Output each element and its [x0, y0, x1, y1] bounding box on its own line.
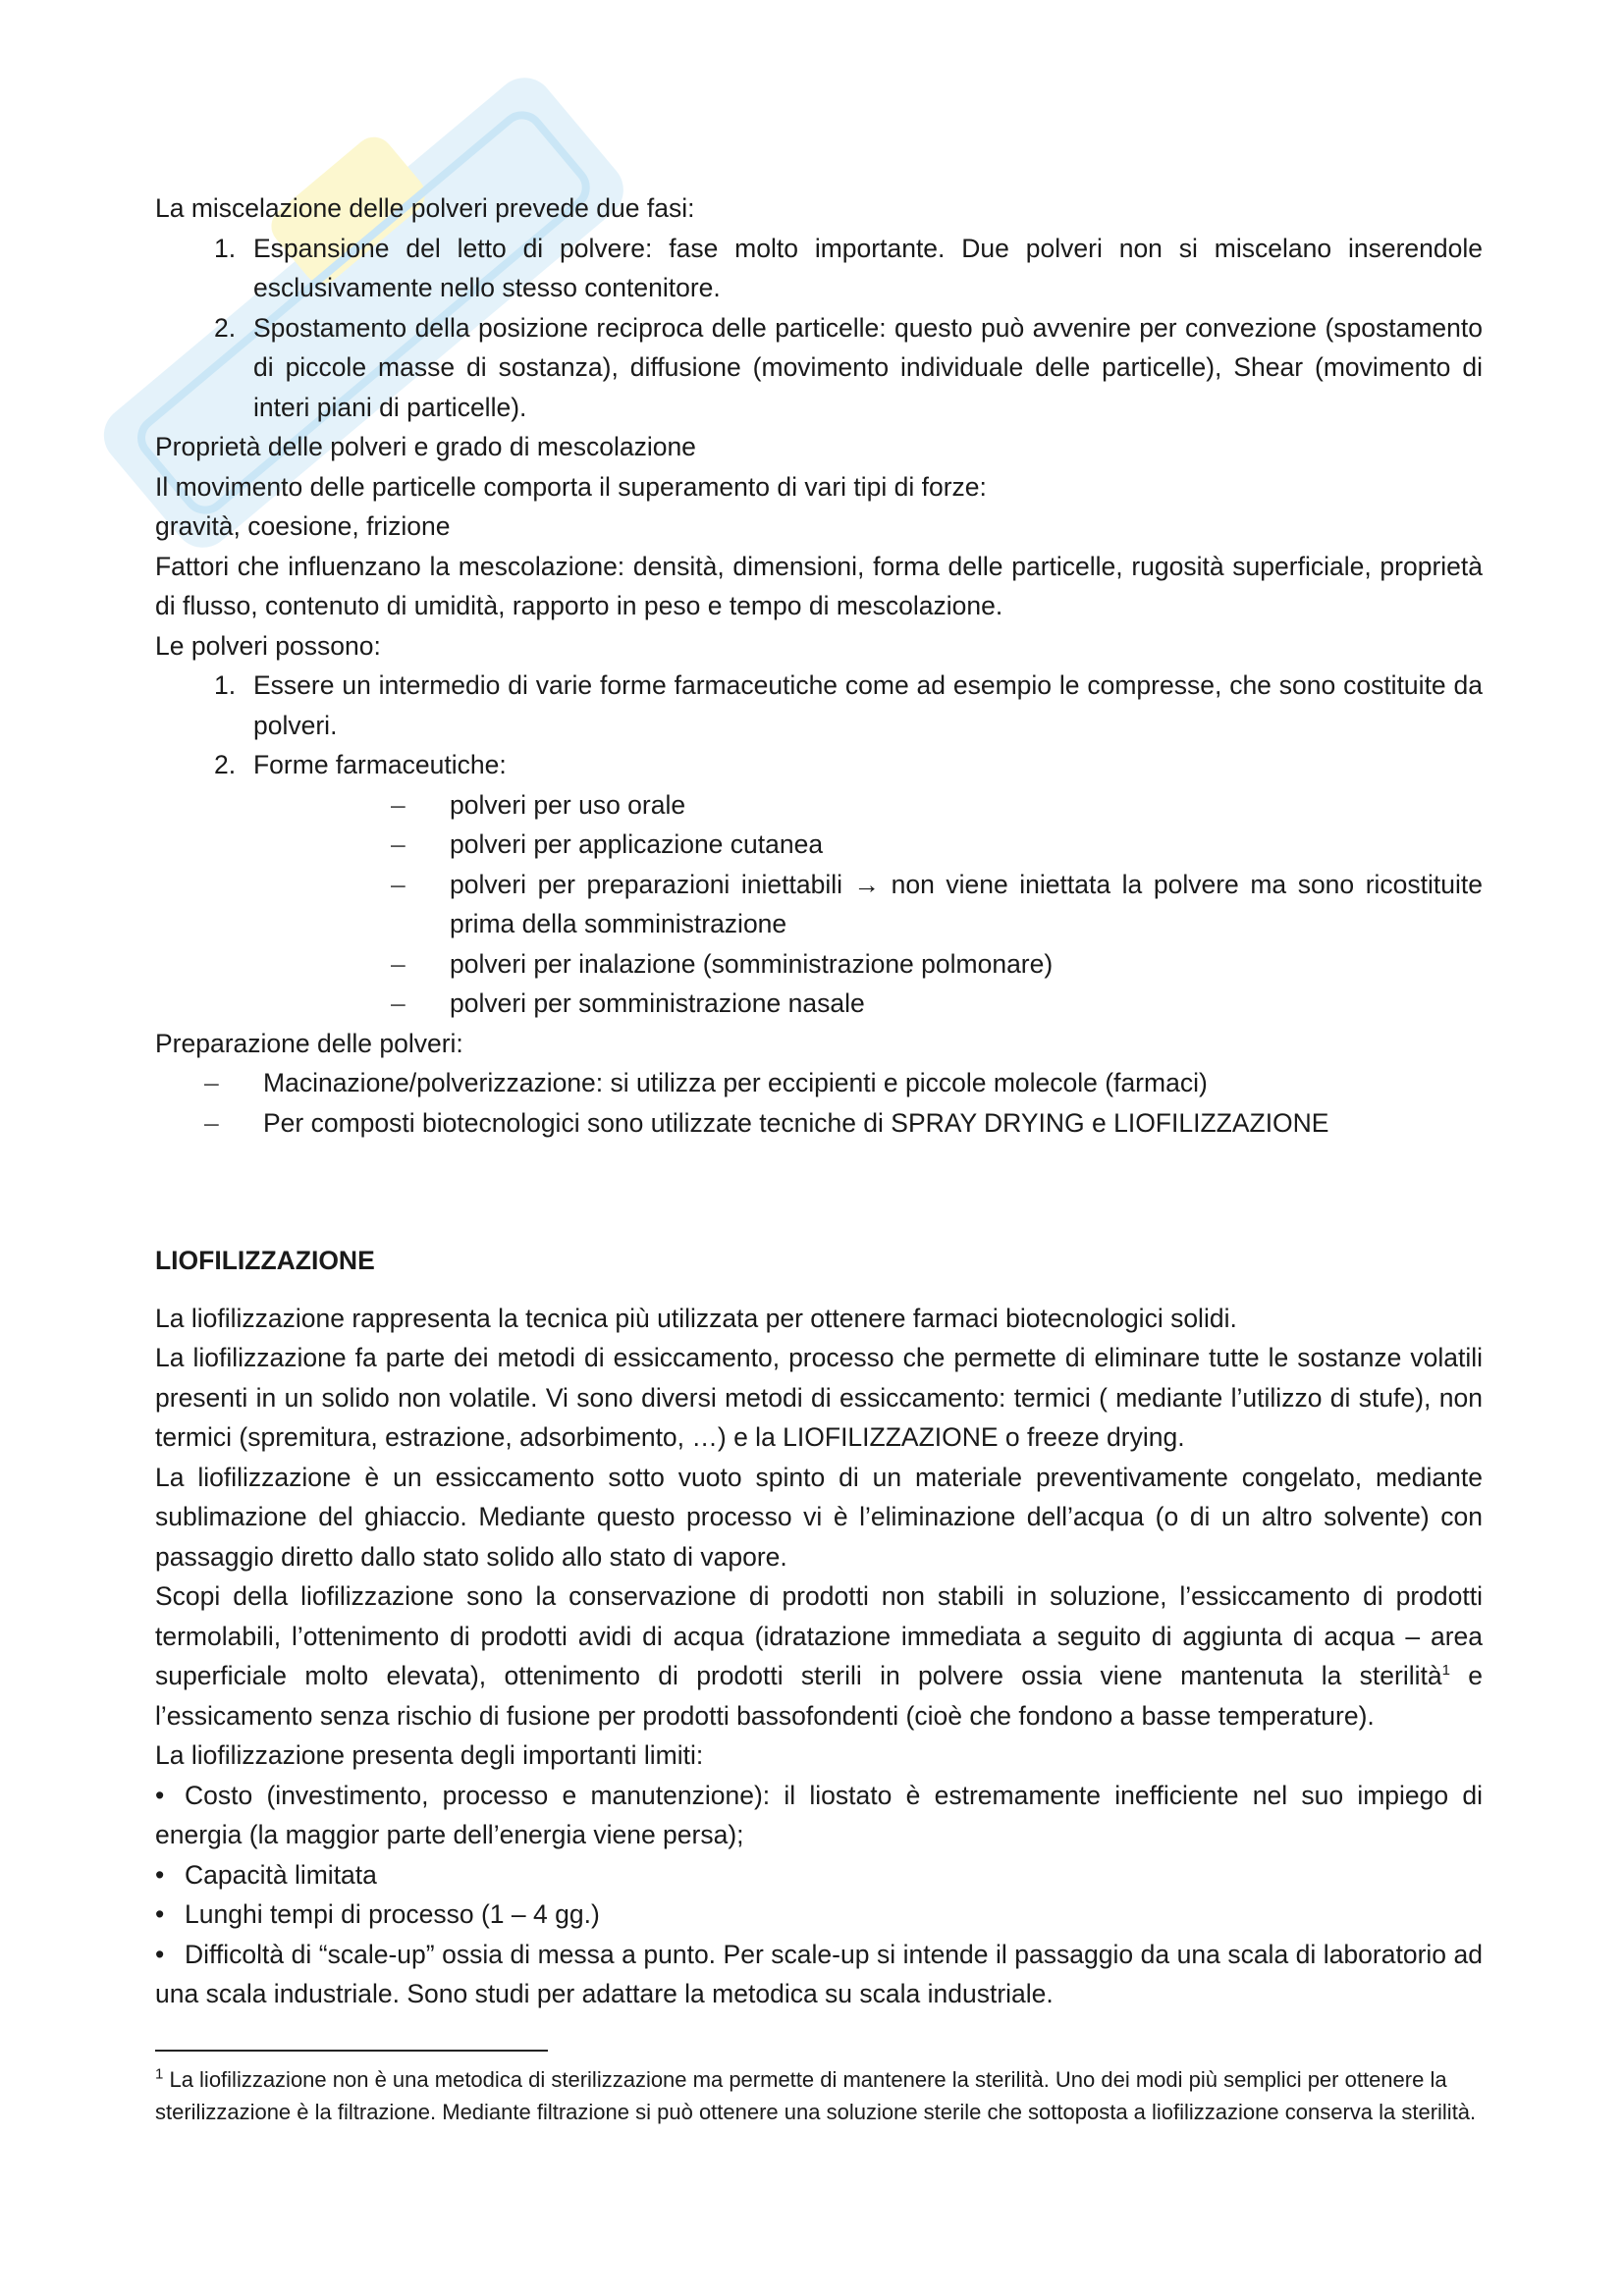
use-item [155, 666, 1483, 745]
section-heading: LIOFILIZZAZIONE [155, 1246, 375, 1275]
use-item [155, 745, 1483, 785]
form-text: polveri per somministrazione nasale [450, 988, 865, 1018]
use-number: 2. [214, 750, 237, 779]
form-item [155, 984, 1483, 1024]
dash-marker: – [391, 948, 406, 979]
limits-title: La liofilizzazione presenta degli importanti limiti: [155, 1740, 704, 1770]
limit-item [155, 1935, 1483, 2014]
phase-number: 1. [214, 233, 237, 263]
dash-marker: – [391, 869, 406, 899]
paragraph: La liofilizzazione fa parte dei metodi di essiccamento, processo che permette di eliminare tutte le sostanze volatili presenti in un solido non volatile. Vi sono diversi metodi di essiccamento: termici ( mediante l’utilizzo di stufe), non termici (spremitura, estrazione, adsorbimento, …) e la LIOFILIZZAZIONE o freeze drying. [155, 1343, 1483, 1452]
use-text: Essere un intermedio di varie forme farmaceutiche come ad esempio le compresse, che sono costituite da polveri. [253, 670, 1483, 740]
footnote [155, 2063, 1483, 2128]
bullet-marker: • [155, 1939, 165, 1969]
dash-marker: – [204, 1068, 219, 1097]
paragraph: Proprietà delle polveri e grado di mescolazione [155, 432, 696, 461]
prep-title: Preparazione delle polveri: [155, 1028, 463, 1058]
prep-item [155, 1103, 1483, 1144]
use-text: Forme farmaceutiche: [253, 750, 507, 779]
bullet-marker: • [155, 1899, 165, 1929]
phase-text: Spostamento della posizione reciproca delle particelle: questo può avvenire per convezione (spostamento di piccole masse di sostanza), diffusione (movimento individuale delle particelle), Shear (movimento di interi piani di particelle). [253, 312, 1483, 422]
intro-text: La miscelazione delle polveri prevede due fasi: [155, 193, 695, 223]
scopi-text-b: e l’essicamento senza rischio di fusione per prodotti bassofondenti (cioè che fondono a basse temperature). [155, 1661, 1483, 1731]
paragraph: gravità, coesione, frizione [155, 511, 451, 541]
form-text: polveri per applicazione cutanea [450, 829, 824, 859]
limit-text: Difficoltà di “scale-up” ossia di messa a punto. Per scale-up si intende il passaggio da una scala di laboratorio ad una scala industriale. Sono studi per adattare la metodica su scala industriale. [155, 1939, 1483, 2008]
bullet-marker: • [155, 1859, 165, 1890]
scopi-text-a: Scopi della liofilizzazione sono la conservazione di prodotti non stabili in soluzione, l’essiccamento di prodotti termolabili, l’ottenimento di prodotti avidi di acqua (idratazione immediata a seguito di aggiunta di acqua – area superficiale molto elevata), ottenimento di prodotti sterili in polvere ossia viene mantenuta la sterilità [155, 1581, 1483, 1690]
form-item [155, 944, 1483, 985]
phase-item [155, 308, 1483, 428]
use-number: 1. [214, 670, 237, 700]
form-item [155, 825, 1483, 865]
footnote-number: 1 [155, 2065, 164, 2083]
bullet-marker: • [155, 1780, 165, 1810]
limit-text: Capacità limitata [185, 1859, 377, 1890]
form-text: polveri per inalazione (somministrazione polmonare) [450, 948, 1054, 979]
phase-item [155, 229, 1483, 308]
limit-item [155, 1776, 1483, 1855]
paragraph: Fattori che influenzano la mescolazione: densità, dimensioni, forma delle particelle, rugosità superficiale, proprietà di flusso, contenuto di umidità, rapporto in peso e tempo di mescolazione. [155, 551, 1483, 620]
paragraph: La liofilizzazione è un essiccamento sotto vuoto spinto di un materiale preventivamente congelato, mediante sublimazione del ghiaccio. Mediante questo processo vi è l’eliminazione dell’acqua (o di un altro solvente) con passaggio diretto dallo stato solido allo stato di vapore. [155, 1462, 1483, 1572]
dash-marker: – [391, 829, 406, 859]
dash-marker: – [391, 988, 406, 1018]
prep-text: Macinazione/polverizzazione: si utilizza per eccipienti e piccole molecole (farmaci) [263, 1068, 1208, 1097]
phase-text: Espansione del letto di polvere: fase molto importante. Due polveri non si miscelano inserendole esclusivamente nello stesso contenitore. [253, 233, 1483, 302]
prep-item [155, 1063, 1483, 1103]
limit-text: Lunghi tempi di processo (1 – 4 gg.) [185, 1899, 600, 1929]
footnote-ref: 1 [1441, 1662, 1450, 1680]
limit-item [155, 1895, 1483, 1935]
form-text: polveri per uso orale [450, 789, 686, 820]
document-body [155, 188, 1483, 2128]
form-item [155, 785, 1483, 826]
limit-item [155, 1855, 1483, 1896]
limit-text: Costo (investimento, processo e manutenzione): il liostato è estremamente inefficiente nel suo impiego di energia (la maggior parte dell’energia viene persa); [155, 1780, 1483, 1849]
form-item [155, 865, 1483, 944]
scopi-paragraph [155, 1576, 1483, 1735]
paragraph: Il movimento delle particelle comporta il superamento di vari tipi di forze: [155, 471, 987, 502]
footnote-separator [155, 2050, 548, 2052]
phase-number: 2. [214, 312, 237, 343]
form-text: polveri per preparazioni iniettabili → non viene iniettata la polvere ma sono ricostituite prima della somministrazione [450, 869, 1483, 938]
prep-text: Per composti biotecnologici sono utilizzate tecniche di SPRAY DRYING e LIOFILIZZAZIONE [263, 1107, 1329, 1138]
footnote-text: La liofilizzazione non è una metodica di sterilizzazione ma permette di mantenere la sterilità. Uno dei modi più semplici per ottenere la sterilizzazione è la filtrazione. Mediante filtrazione si può ottenere una soluzione sterile che sottoposta a liofilizzazione conserva la sterilità. [155, 2066, 1477, 2124]
paragraph: La liofilizzazione rappresenta la tecnica più utilizzata per ottenere farmaci biotecnologici solidi. [155, 1303, 1237, 1333]
dash-marker: – [391, 789, 406, 820]
dash-marker: – [204, 1107, 219, 1138]
paragraph: Le polveri possono: [155, 630, 381, 661]
